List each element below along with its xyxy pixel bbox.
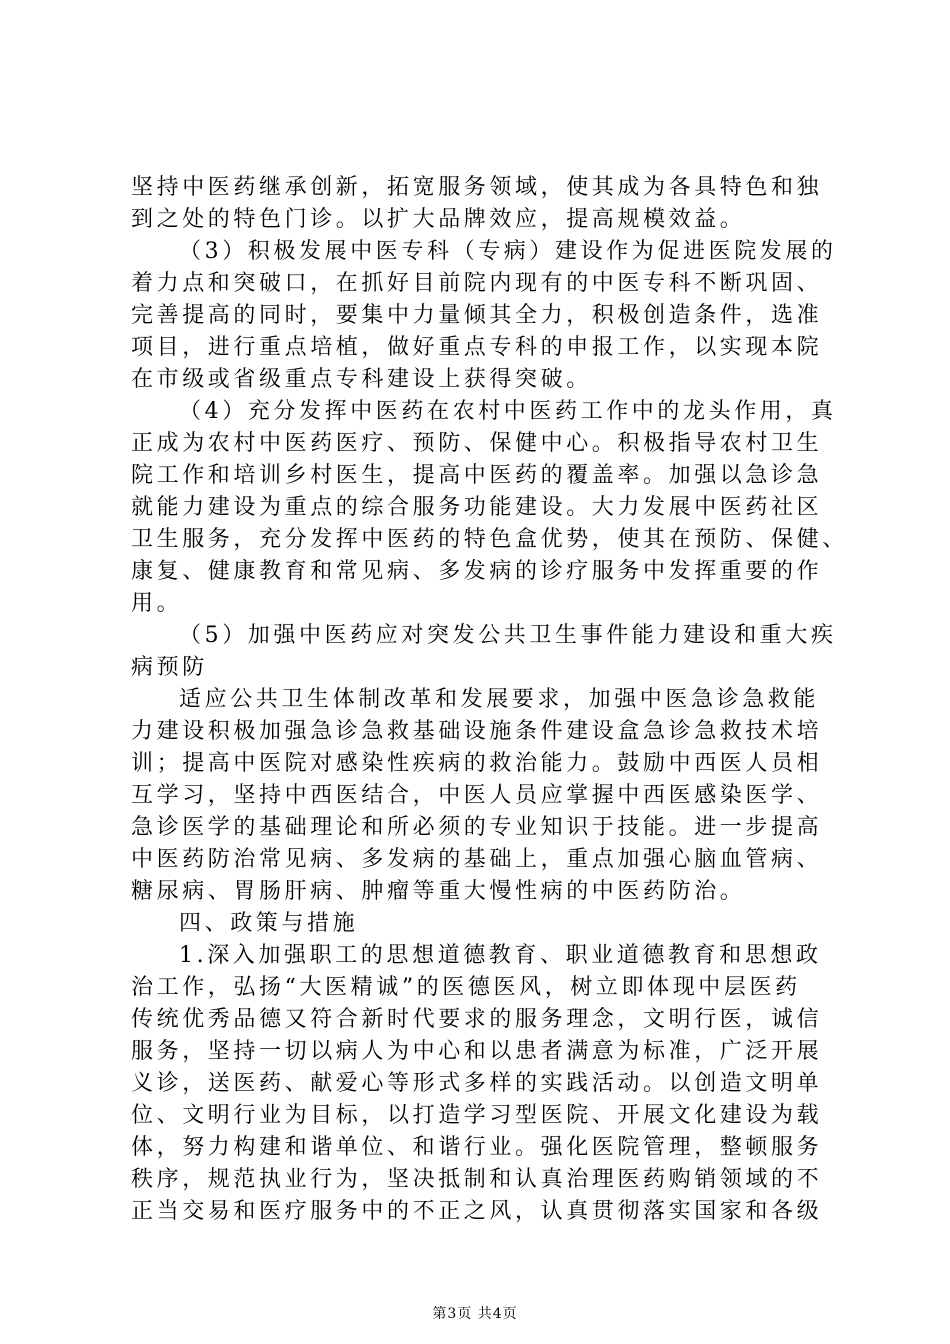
text-line: 用。 xyxy=(131,591,183,616)
text-line: 病预防 xyxy=(131,655,208,680)
text-line: 体，努力构建和谐单位、和谐行业。强化医院管理，整顿服务 xyxy=(131,1135,823,1160)
text-line: 糖尿病、胃肠肝病、肿瘤等重大慢性病的中医药防治。 xyxy=(131,879,746,904)
text-line: 卫生服务，充分发挥中医药的特色盒优势，使其在预防、保健、 xyxy=(131,527,848,552)
text-line: 康复、健康教育和常见病、多发病的诊疗服务中发挥重要的作 xyxy=(131,559,823,584)
text-line: 项目，进行重点培植，做好重点专科的申报工作，以实现本院 xyxy=(131,335,823,360)
text-line: 正成为农村中医药医疗、预防、保健中心。积极指导农村卫生 xyxy=(131,431,823,456)
text-line: （5）加强中医药应对突发公共卫生事件能力建设和重大疾 xyxy=(179,623,837,648)
text-line: 力建设积极加强急诊急救基础设施条件建设盒急诊急救技术培 xyxy=(131,719,823,744)
text-line: 到之处的特色门诊。以扩大品牌效应，提高规模效益。 xyxy=(131,207,746,232)
text-line: 位、文明行业为目标，以打造学习型医院、开展文化建设为载 xyxy=(131,1103,823,1128)
page-footer: 第3页 共4页 xyxy=(432,1306,518,1322)
text-line: 1.深入加强职工的思想道德教育、职业道德教育和思想政 xyxy=(179,943,822,968)
text-line: 坚持中医药继承创新，拓宽服务领域，使其成为各具特色和独 xyxy=(131,175,823,200)
text-line: 完善提高的同时，要集中力量倾其全力，积极创造条件，选准 xyxy=(131,303,823,328)
text-line: 传统优秀品德又符合新时代要求的服务理念，文明行医，诚信 xyxy=(131,1007,823,1032)
text-line: 中医药防治常见病、多发病的基础上，重点加强心脑血管病、 xyxy=(131,847,823,872)
text-line: 正当交易和医疗服务中的不正之风，认真贯彻落实国家和各级 xyxy=(131,1199,823,1224)
text-line: 院工作和培训乡村医生，提高中医药的覆盖率。加强以急诊急 xyxy=(131,463,823,488)
text-line: 适应公共卫生体制改革和发展要求，加强中医急诊急救能 xyxy=(179,687,820,712)
text-line: 急诊医学的基础理论和所必须的专业知识于技能。进一步提高 xyxy=(131,815,823,840)
document-body xyxy=(131,172,848,1228)
text-line: 义诊，送医药、献爱心等形式多样的实践活动。以创造文明单 xyxy=(131,1071,823,1096)
text-line: （3）积极发展中医专科（专病）建设作为促进医院发展的 xyxy=(179,239,837,264)
text-line: 四、政策与措施 xyxy=(179,911,359,936)
text-line: 服务，坚持一切以病人为中心和以患者满意为标准，广泛开展 xyxy=(131,1039,823,1064)
text-line: 着力点和突破口，在抓好目前院内现有的中医专科不断巩固、 xyxy=(131,271,823,296)
text-line: 互学习，坚持中西医结合，中医人员应掌握中西医感染医学、 xyxy=(131,783,823,808)
text-line: 在市级或省级重点专科建设上获得突破。 xyxy=(131,367,592,392)
text-line: 治工作，弘扬“大医精诚”的医德医风，树立即体现中层医药 xyxy=(131,975,801,1000)
text-line: 训；提高中医院对感染性疾病的救治能力。鼓励中西医人员相 xyxy=(131,751,823,776)
text-line: 就能力建设为重点的综合服务功能建设。大力发展中医药社区 xyxy=(131,495,823,520)
text-line: 秩序，规范执业行为，坚决抵制和认真治理医药购销领域的不 xyxy=(131,1167,823,1192)
text-line: （4）充分发挥中医药在农村中医药工作中的龙头作用，真 xyxy=(179,399,837,424)
